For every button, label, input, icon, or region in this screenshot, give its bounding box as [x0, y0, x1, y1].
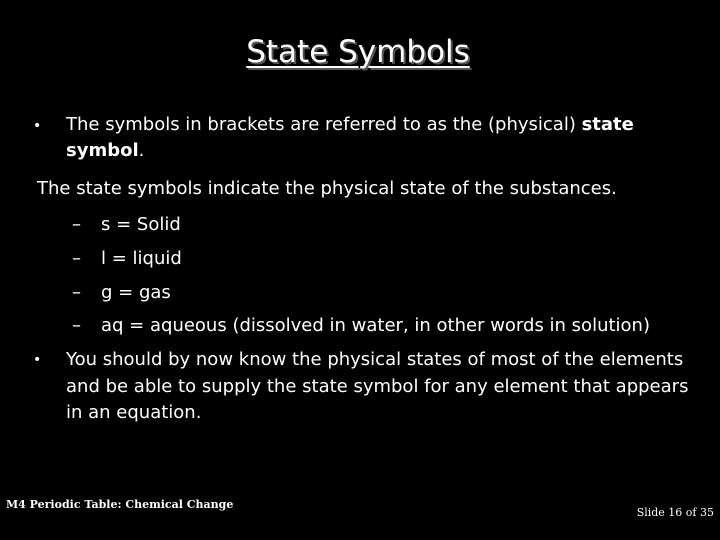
footer-course-title: M4 Periodic Table: Chemical Change — [6, 498, 234, 511]
intro-text: The state symbols indicate the physical state of the substances. — [37, 178, 617, 199]
state-item-liquid: l = liquid — [101, 248, 182, 269]
state-item-solid: s = Solid — [101, 214, 181, 235]
dash-marker: – — [72, 282, 81, 303]
dash-marker: – — [72, 214, 81, 235]
bullet-2-line-3: in an equation. — [66, 402, 202, 423]
bullet-1-bold-term: state — [581, 114, 634, 135]
state-item-gas: g = gas — [101, 282, 171, 303]
bullet-marker: • — [33, 118, 42, 134]
bullet-marker: • — [33, 352, 42, 368]
bullet-1-line-2 — [66, 139, 144, 163]
bullet-1-line-1 — [66, 113, 634, 137]
bullet-2-line-2: and be able to supply the state symbol for any element that appears — [66, 376, 689, 397]
dash-marker: – — [72, 315, 81, 336]
bullet-1-text: The symbols in brackets are referred to as the (physical) — [66, 114, 582, 135]
state-item-aqueous: aq = aqueous (dissolved in water, in other words in solution) — [101, 315, 650, 336]
bullet-1-period: . — [138, 140, 145, 161]
footer-slide-number: Slide 16 of 35 — [636, 506, 714, 519]
bullet-1-bold-term-2: symbol — [66, 140, 139, 161]
dash-marker: – — [72, 248, 81, 269]
bullet-2-line-1: You should by now know the physical states of most of the elements — [66, 349, 684, 370]
page-title: State Symbols — [246, 34, 470, 70]
